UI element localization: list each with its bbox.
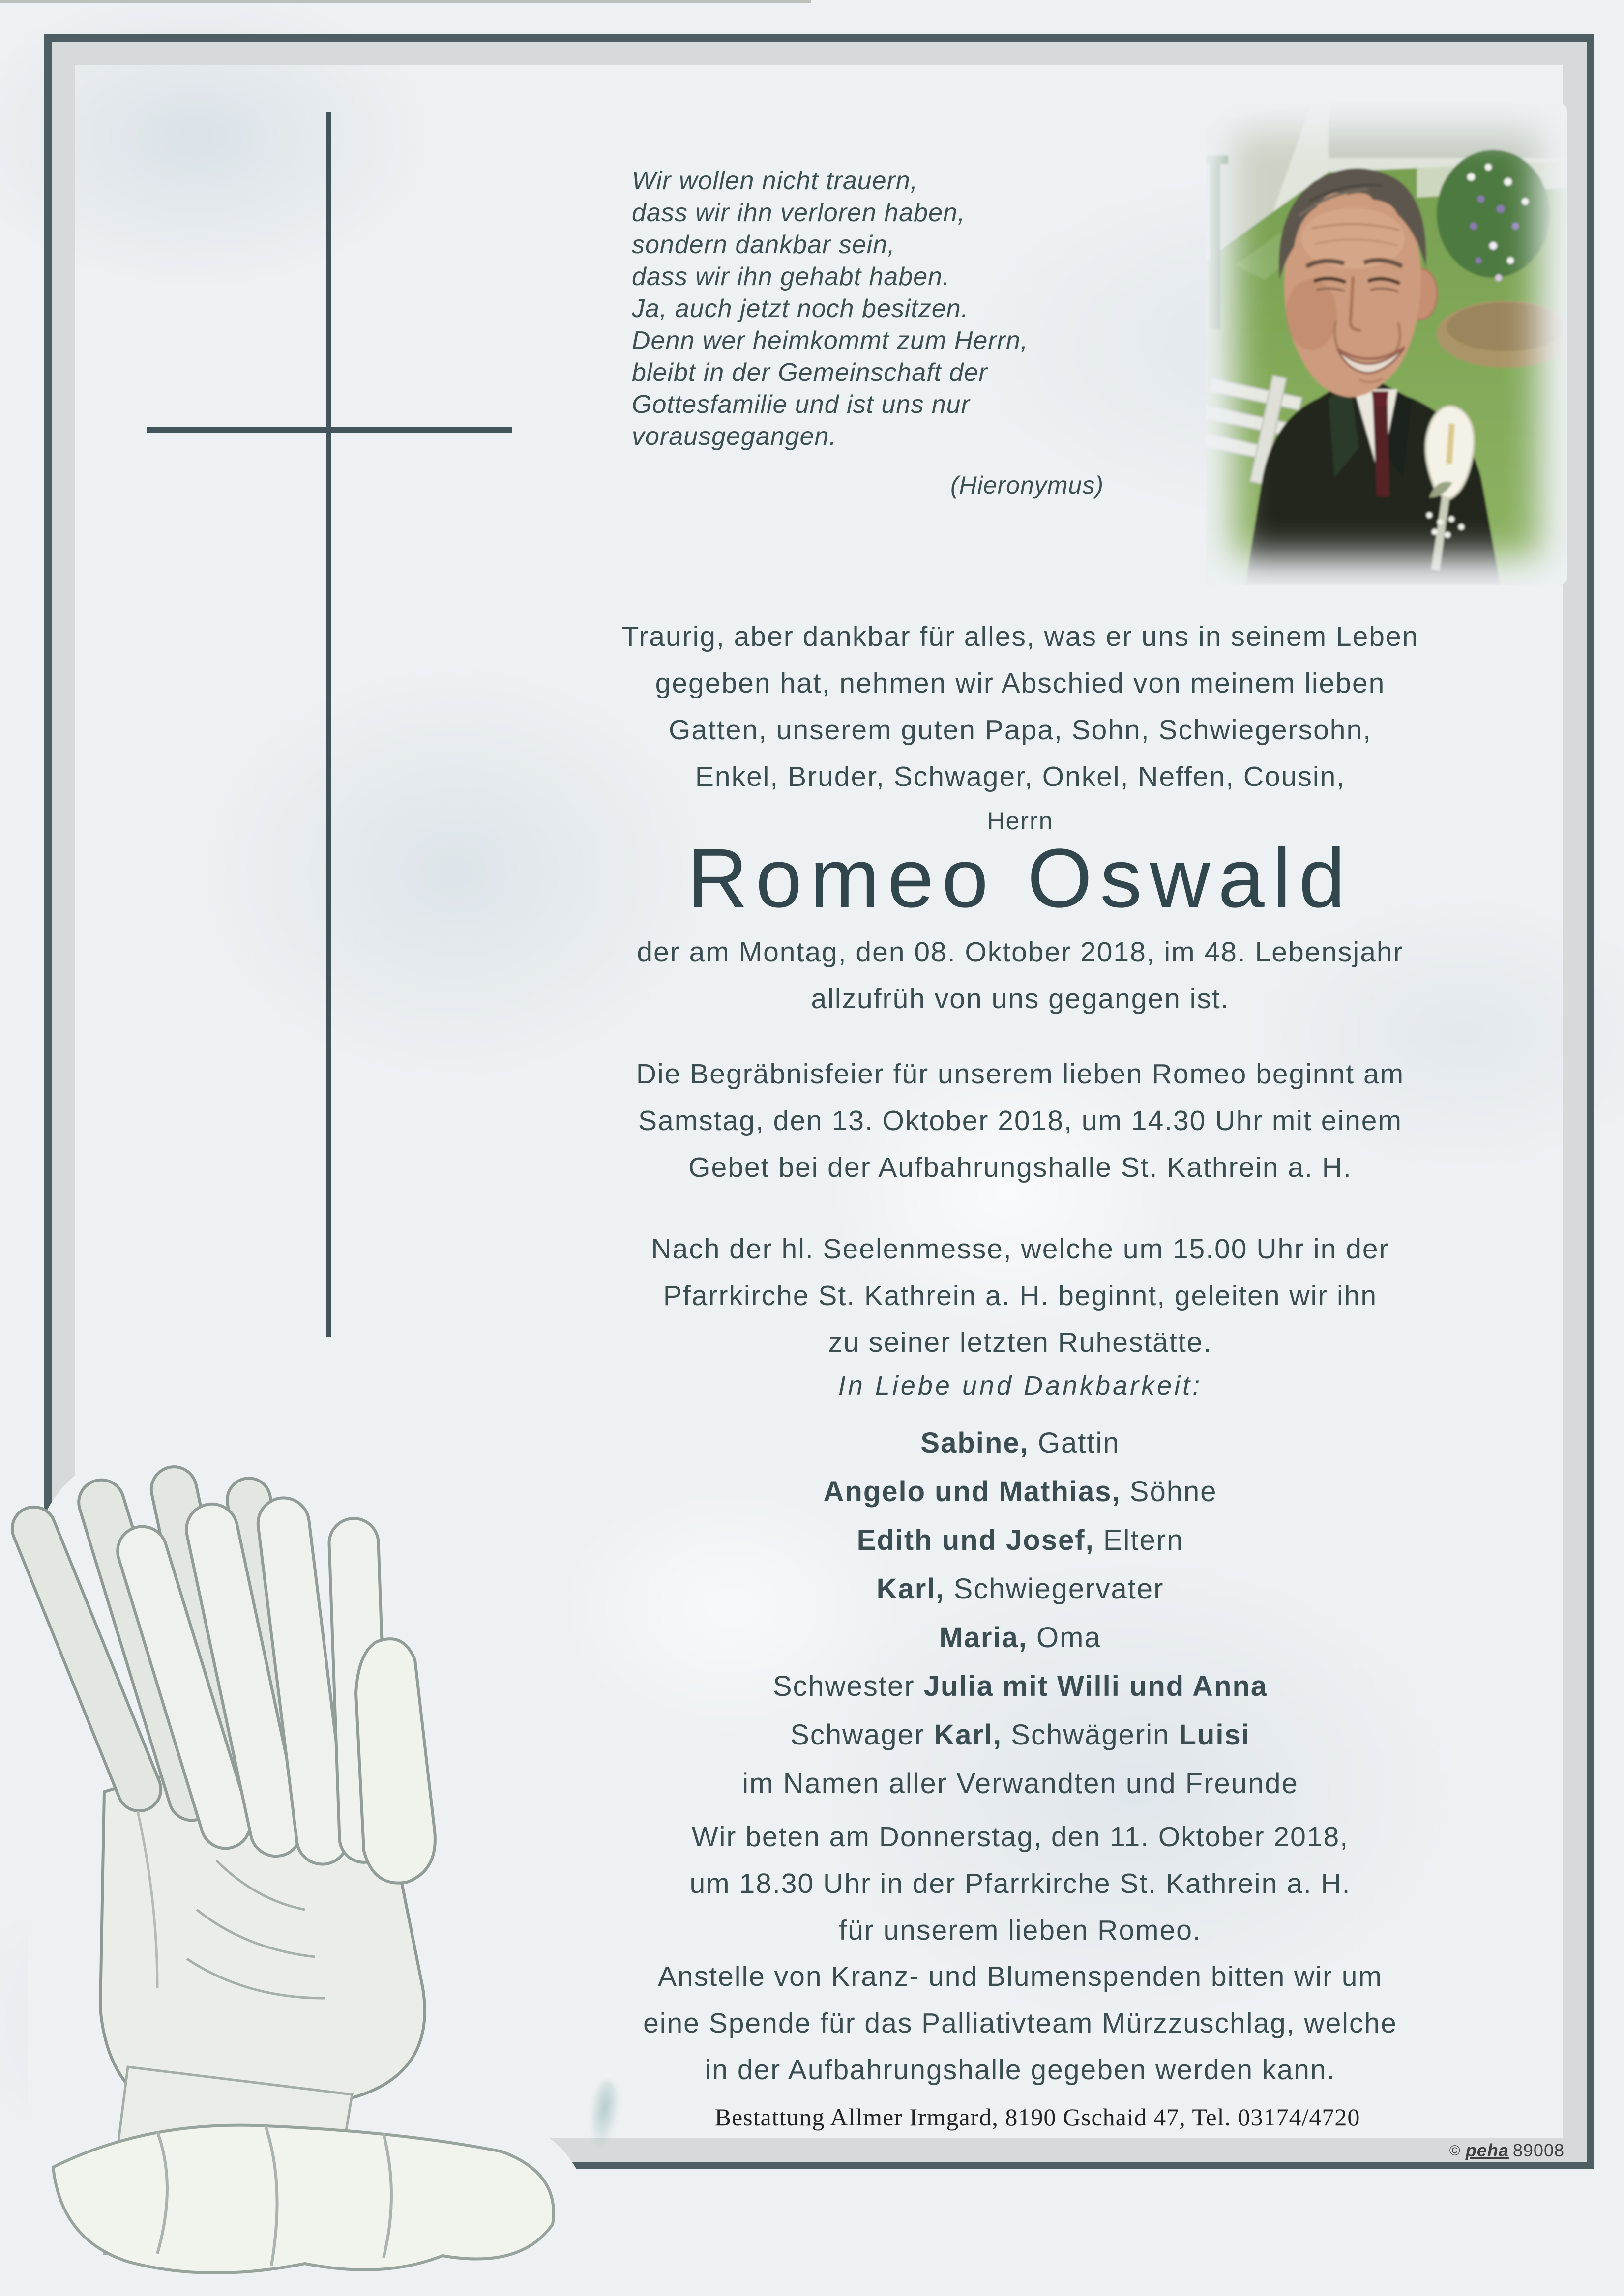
deceased-name: Romeo Oswald <box>687 832 1354 925</box>
flower-bush <box>1437 150 1550 281</box>
copyright-icon: © <box>1449 2143 1461 2159</box>
death-notice <box>538 929 1502 1022</box>
text-line: Traurig, aber dankbar für alles, was er uns in seinem Leben <box>621 621 1419 652</box>
text-line: Gebet bei der Aufbahrungshalle St. Kathrein a. H. <box>688 1152 1352 1183</box>
text-line: Samstag, den 13. Oktober 2018, um 14.30 Uhr mit einem <box>638 1105 1402 1136</box>
intro-paragraph <box>538 613 1502 800</box>
poem-line: dass wir ihn verloren haben, <box>632 199 966 227</box>
prayer-info <box>538 1814 1502 1954</box>
poem-line: Denn wer heimkommt zum Herrn, <box>632 326 1029 355</box>
family-name: Julia mit Willi und Anna <box>923 1670 1268 1702</box>
text-line: in der Aufbahrungshalle gegeben werden kann. <box>705 2054 1336 2086</box>
family-role: Schwager <box>790 1719 934 1751</box>
family-line <box>538 1516 1502 1565</box>
family-role: Schwägerin <box>1002 1719 1179 1751</box>
family-role: im Namen aller Verwandten und Freunde <box>742 1768 1299 1800</box>
poem-line: Ja, auch jetzt noch besitzen. <box>632 294 969 323</box>
family-name: Angelo und Mathias, <box>823 1476 1121 1508</box>
text-line: Wir beten am Donnerstag, den 11. Oktober 2018, <box>691 1821 1349 1853</box>
praying-hands-illustration <box>10 1438 659 2288</box>
text-line: allzufrüh von uns gegangen ist. <box>811 983 1230 1015</box>
text-line: zu seiner letzten Ruhestätte. <box>828 1327 1212 1358</box>
family-role: Söhne <box>1121 1476 1217 1508</box>
family-line <box>538 1662 1502 1711</box>
poem-attribution: (Hieronymus) <box>950 471 1104 499</box>
fence <box>1206 363 1305 488</box>
family-line <box>538 1467 1502 1516</box>
family-list <box>538 1419 1502 1808</box>
text-line: um 18.30 Uhr in der Pfarrkirche St. Kathrein a. H. <box>689 1868 1351 1899</box>
closing-line: In Liebe und Dankbarkeit: <box>838 1371 1203 1400</box>
scan-artifact-strip <box>0 0 811 3</box>
memorial-poem <box>632 165 1109 453</box>
text-line: Gatten, unserem guten Papa, Sohn, Schwiegersohn, <box>668 714 1372 746</box>
family-line <box>538 1565 1502 1613</box>
publisher-logo: peha <box>1465 2140 1509 2160</box>
family-role: Schwester <box>772 1670 924 1702</box>
family-name: Edith und Josef, <box>856 1524 1094 1556</box>
text-line: Enkel, Bruder, Schwager, Onkel, Neffen, Cousin, <box>695 761 1346 792</box>
poem-line: dass wir ihn gehabt haben. <box>632 262 950 291</box>
salutation: Herrn <box>987 807 1054 835</box>
text-line: Nach der hl. Seelenmesse, welche um 15.00 Uhr in der <box>651 1233 1389 1265</box>
family-line <box>538 1711 1502 1759</box>
text-line: gegeben hat, nehmen wir Abschied von meinem lieben <box>655 668 1386 699</box>
portrait-man <box>1245 168 1501 585</box>
family-line <box>538 1419 1502 1467</box>
family-name: Karl, <box>934 1719 1003 1751</box>
funeral-home-line: Bestattung Allmer Irmgard, 8190 Gschaid 47, Tel. 03174/4720 <box>714 2103 1360 2131</box>
cross-horizontal-bar <box>147 427 512 433</box>
text-line: für unserem lieben Romeo. <box>839 1915 1202 1946</box>
poem-line: vorausgegangen. <box>632 422 837 451</box>
family-line <box>538 1759 1502 1808</box>
poem-line: Wir wollen nicht trauern, <box>632 167 918 195</box>
donation-info <box>538 1953 1502 2093</box>
family-name: Maria, <box>939 1622 1028 1654</box>
family-name: Sabine, <box>920 1427 1029 1459</box>
family-role: Eltern <box>1094 1524 1184 1556</box>
text-line: Anstelle von Kranz- und Blumenspenden bitten wir um <box>658 1961 1383 1992</box>
text-line: Pfarrkirche St. Kathrein a. H. beginnt, geleiten wir ihn <box>663 1280 1378 1311</box>
text-line: eine Spende für das Palliativteam Mürzzuschlag, welche <box>643 2007 1397 2039</box>
poem-line: Gottesfamilie und ist uns nur <box>632 390 970 419</box>
mass-info <box>538 1226 1502 1366</box>
calla-lily <box>1426 406 1474 570</box>
funeral-info <box>538 1051 1502 1191</box>
family-line <box>538 1613 1502 1662</box>
family-role: Schwiegervater <box>945 1573 1164 1605</box>
text-line: Die Begräbnisfeier für unserem lieben Romeo beginnt am <box>636 1058 1405 1090</box>
publisher-code: 89008 <box>1512 2140 1565 2160</box>
cross-vertical-bar <box>326 112 331 1337</box>
family-name: Karl, <box>876 1573 945 1605</box>
family-role: Gattin <box>1029 1427 1120 1459</box>
family-name: Luisi <box>1179 1719 1250 1751</box>
deceased-photo <box>1206 103 1567 585</box>
poem-line: sondern dankbar sein, <box>632 231 895 259</box>
poem-line: bleibt in der Gemeinschaft der <box>632 358 988 387</box>
text-line: der am Montag, den 08. Oktober 2018, im 48. Lebensjahr <box>637 936 1404 968</box>
family-role: Oma <box>1027 1622 1101 1654</box>
publisher-mark <box>1406 2140 1565 2161</box>
